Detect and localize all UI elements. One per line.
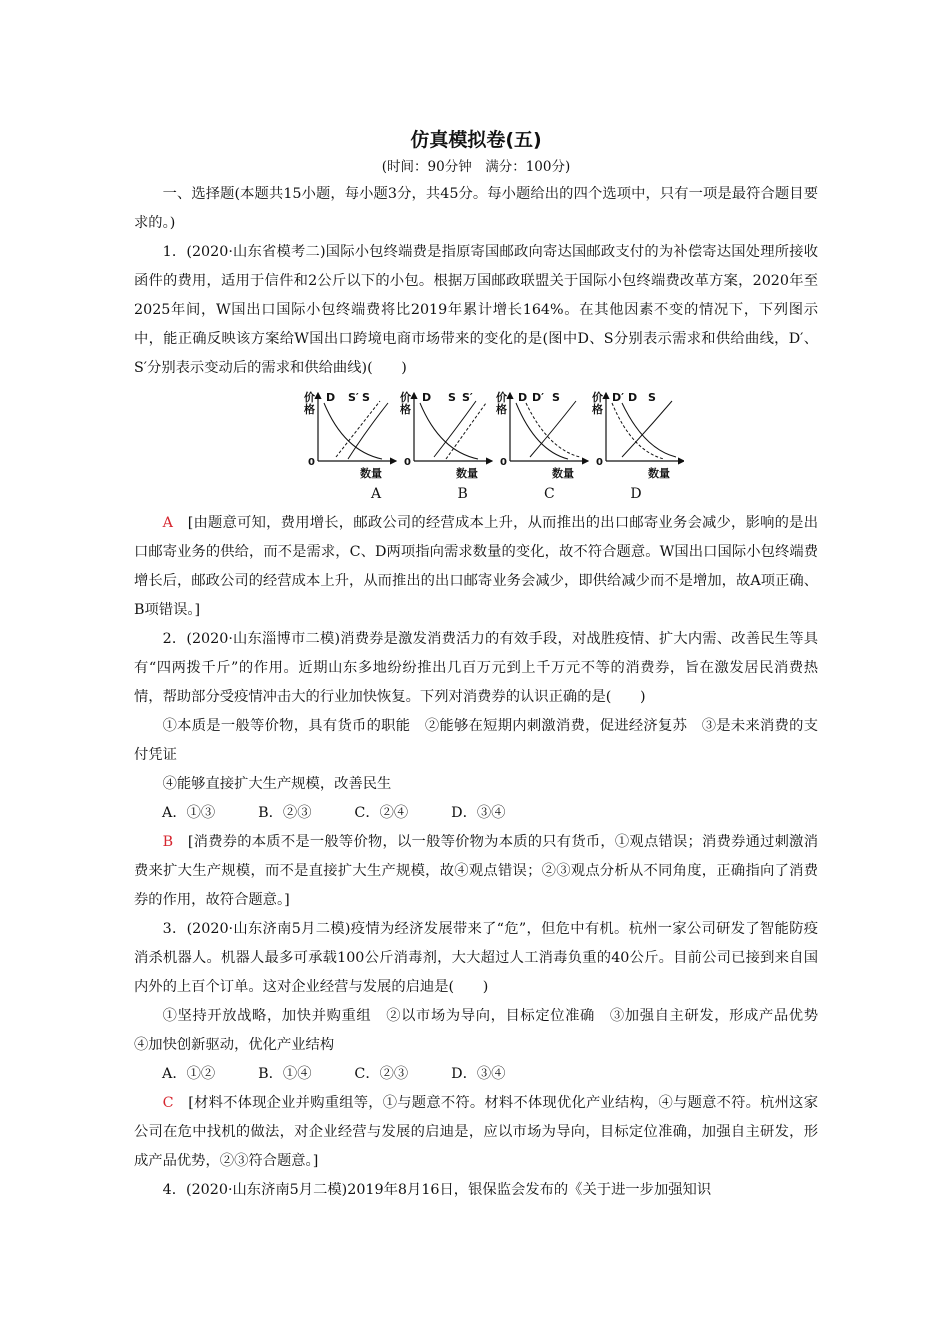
origin-label: 0 [404,457,411,468]
curve-label: D′ [612,391,625,404]
curve-label: S [362,391,370,404]
curve-label: S [552,391,560,404]
graph-label-b: B [457,486,468,502]
curve [516,403,568,459]
question-2-items-2: ④能够直接扩大生产规模，改善民生 [162,776,392,792]
axis-y-label: 价 [592,391,603,404]
axis-x-label: 数量 [360,467,382,479]
graph-label-a: A [370,486,382,502]
axis-y-label: 格 [400,403,411,416]
question-1-answer: A [162,515,173,531]
graph-a [304,390,396,479]
curve [348,403,388,459]
curve-label: S [448,391,456,404]
question-3-answer: C [162,1095,174,1111]
curve [434,401,476,457]
exam-page [134,118,833,1205]
question-1-stem: 1．(2020·山东省模考二)国际小包终端费是指原寄国邮政向寄达国邮政支付的为补偿寄达国处理所接收函件的费用，适用于信件和2公斤以下的小包。根据万国邮政联盟关于国际小包终端费改革方案，2020年至2025年间，W国出口国际小包终端费将比2019年累计增长164%。在其他因素不变的情况下，下列图示中，能正确反映该方案给W国出口跨境电商市场带来的变化的是(图中D、S分别表示需求和供给曲线，D′、S′分别表示变动后的需求和供给曲线)( ) [134,244,818,376]
curve [622,401,672,457]
question-3-options: A．①② B．①④ C．②③ D．③④ [162,1066,506,1082]
axis-y-label: 格 [496,403,507,416]
question-3-explanation-text: [材料不体现企业并购重组等，①与题意不符。材料不体现优化产业结构，④与题意不符。杭州这家公司在危中找机的做法，对企业经营与发展的启迪是，应以市场为导向，目标定位准确，加强自主研发，形成产品优势，②③符合题意。] [134,1095,818,1169]
graph-b [400,390,492,479]
curve-label: D [518,391,528,404]
axis-y-label: 价 [400,391,411,404]
axis-x-label: 数量 [456,467,478,479]
curve-label: D [422,391,432,404]
exam-meta: (时间：90分钟 满分：100分) [381,159,571,175]
curve-label: D [628,391,638,404]
question-3-items: ①坚持开放战略，加快并购重组 ②以市场为导向，目标定位准确 ③加强自主研发，形成产品优势 ④加快创新驱动，优化产业结构 [134,1008,833,1053]
section-intro: 一、选择题(本题共15小题，每小题3分，共45分。每小题给出的四个选项中，只有一项是最符合题目要求的。) [134,186,818,231]
curve-label: S [648,391,656,404]
question-1-explanation-text: [由题意可知，费用增长，邮政公司的经营成本上升，从而推出的出口邮寄业务会减少，影响的是出口邮寄业务的供给，而不是需求，C、D两项指向需求数量的变化，故不符合题意。W国出口国际小包终端费增长后，邮政公司的经营成本上升，从而推出的出口邮寄业务会减少，即供给减少而不是增加，故A项正确、B项错误。] [134,515,818,618]
question-2-options: A．①③ B．②③ C．②④ D．③④ [162,805,506,821]
axis-y-label: 价 [304,391,315,404]
figure-option-labels [366,479,646,509]
axis-y-label: 格 [592,403,603,416]
axis-x-label: 数量 [552,467,574,479]
curve-label: S′ [462,391,473,404]
origin-label: 0 [500,457,507,468]
graph-d [592,390,684,479]
question-2-items-1: ①本质是一般等价物，具有货币的职能 ②能够在短期内刺激消费，促进经济复苏 ③是未来消费的支付凭证 [134,718,818,763]
question-3-explanation [134,1089,818,1176]
origin-label: 0 [308,457,315,468]
graph-label-d: D [630,486,642,502]
origin-label: 0 [596,457,603,468]
question-2-stem: 2．(2020·山东淄博市二模)消费券是激发消费活力的有效手段，对战胜疫情、扩大内需、改善民生等具有“四两拨千斤”的作用。近期山东多地纷纷推出几百万元到上千万元不等的消费券，旨在激发居民消费热情，帮助部分受疫情冲击大的行业加快恢复。下列对消费券的认识正确的是( ) [134,631,818,705]
curve-label: D [326,391,336,404]
question-2-explanation-text: [消费券的本质不是一般等价物，以一般等价物为本质的只有货币，①观点错误；消费券通过刺激消费来扩大生产规模，而不是直接扩大生产规模，故④观点错误；②③观点分析从不同角度，正确指向了消费券的作用，故符合题意。] [134,834,819,908]
axis-y-label: 格 [304,403,315,416]
shifted-curve [446,403,486,459]
graph-c [496,390,588,479]
question-1-figure [304,389,684,479]
shifted-curve [612,403,664,459]
curve-label: S′ [348,391,359,404]
question-2-explanation [134,828,818,915]
axis-x-label: 数量 [648,467,670,479]
axis-y-label: 价 [496,391,507,404]
question-2-answer: B [162,834,174,850]
graph-label-c: C [543,486,555,502]
supply-demand-graphs [304,389,684,479]
question-1-explanation [134,509,818,625]
curve [420,403,478,459]
curve-label: D′ [532,391,545,404]
question-4-stem: 4．(2020·山东济南5月二模)2019年8月16日，银保监会发布的《关于进一步加强知识 [162,1182,712,1198]
curve [530,401,576,457]
page-title: 仿真模拟卷(五) [410,129,542,151]
question-3-stem: 3．(2020·山东济南5月二模)疫情为经济发展带来了“危”，但危中有机。杭州一家公司研发了智能防疫消杀机器人。机器人最多可承载100公斤消毒剂，大大超过人工消毒负重的40公斤。目前公司已接到来自国内外的上百个订单。这对企业经营与发展的启迪是( ) [134,921,818,995]
